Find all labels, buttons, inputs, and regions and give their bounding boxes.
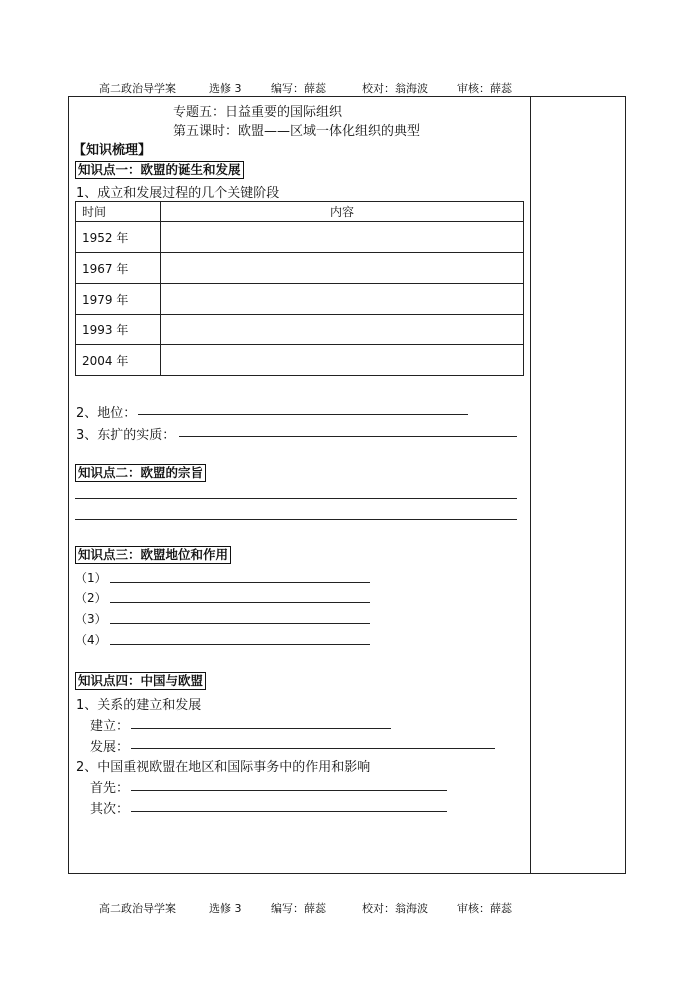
- col-time-header: 时间: [76, 202, 161, 222]
- content-cell[interactable]: [161, 284, 524, 315]
- kp4-heading: 知识点四：中国与欧盟: [75, 672, 206, 690]
- kp3-item-label: （3）: [75, 612, 107, 626]
- role-answer-line[interactable]: [110, 602, 370, 603]
- page-header: [99, 80, 512, 96]
- header-subject: 高二政治导学案: [99, 82, 176, 95]
- kp2-heading: 知识点二：欧盟的宗旨: [75, 464, 206, 482]
- kp3-item-label: （4）: [75, 633, 107, 647]
- header-author: 编写：薛蕊: [271, 82, 326, 95]
- table-row: [76, 284, 524, 315]
- second-label: 其次：: [90, 802, 130, 817]
- footer-elective: 选修 3: [209, 902, 242, 915]
- establish-label: 建立：: [90, 719, 130, 734]
- content-cell[interactable]: [161, 222, 524, 253]
- kp4-question-2: 2、中国重视欧盟在地区和国际事务中的作用和影响: [76, 760, 371, 775]
- header-elective: 选修 3: [209, 82, 242, 95]
- section-label: 【知识梳理】: [73, 143, 152, 158]
- kp3-item-label: （2）: [75, 591, 107, 605]
- table-row: [76, 222, 524, 253]
- year-cell: 2004 年: [76, 345, 161, 376]
- content-cell[interactable]: [161, 253, 524, 284]
- status-answer-line[interactable]: [138, 414, 468, 415]
- kp3-item-label: （1）: [75, 571, 107, 585]
- table-row: [76, 253, 524, 284]
- kp1-heading: 知识点一：欧盟的诞生和发展: [75, 161, 244, 179]
- year-cell: 1993 年: [76, 315, 161, 345]
- header-proofread: 校对：翁海波: [362, 82, 428, 95]
- first-answer-line[interactable]: [131, 790, 447, 791]
- expansion-answer-line[interactable]: [179, 436, 517, 437]
- role-answer-line[interactable]: [110, 623, 370, 624]
- role-answer-line[interactable]: [110, 644, 370, 645]
- kp1-question-2: 2、地位：: [76, 406, 137, 421]
- content-cell[interactable]: [161, 345, 524, 376]
- footer-reviewer: 审核：薛蕊: [457, 902, 512, 915]
- develop-answer-line[interactable]: [131, 748, 495, 749]
- footer-proofread: 校对：翁海波: [362, 902, 428, 915]
- kp3-heading: 知识点三：欧盟地位和作用: [75, 546, 231, 564]
- table-row: [76, 315, 524, 345]
- milestones-table: [75, 201, 524, 376]
- table-row: [76, 345, 524, 376]
- year-cell: 1979 年: [76, 284, 161, 315]
- develop-label: 发展：: [90, 740, 130, 755]
- kp1-question-1: 1、成立和发展过程的几个关键阶段: [76, 186, 280, 201]
- col-content-header: 内容: [161, 202, 524, 222]
- page-footer: [99, 900, 512, 916]
- second-answer-line[interactable]: [131, 811, 447, 812]
- footer-author: 编写：薛蕊: [271, 902, 326, 915]
- footer-subject: 高二政治导学案: [99, 902, 176, 915]
- purpose-answer-line[interactable]: [75, 498, 517, 499]
- lesson-title: 第五课时：欧盟——区域一体化组织的典型: [173, 124, 421, 139]
- kp4-question-1: 1、关系的建立和发展: [76, 698, 202, 713]
- year-cell: 1952 年: [76, 222, 161, 253]
- purpose-answer-line[interactable]: [75, 519, 517, 520]
- role-answer-line[interactable]: [110, 582, 370, 583]
- kp1-question-3: 3、东扩的实质：: [76, 428, 176, 443]
- topic-title: 专题五：日益重要的国际组织: [173, 105, 343, 120]
- establish-answer-line[interactable]: [131, 728, 391, 729]
- year-cell: 1967 年: [76, 253, 161, 284]
- content-cell[interactable]: [161, 315, 524, 345]
- first-label: 首先：: [90, 781, 130, 796]
- notes-column-divider: [530, 96, 531, 874]
- table-header-row: [76, 202, 524, 222]
- header-reviewer: 审核：薛蕊: [457, 82, 512, 95]
